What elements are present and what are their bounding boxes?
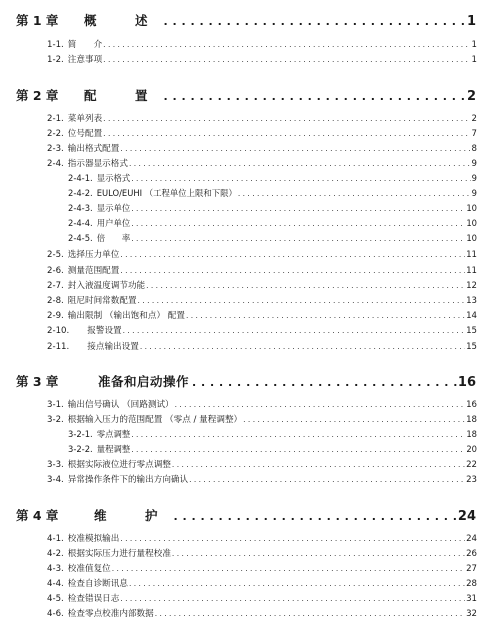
section-number: 2-9. bbox=[47, 311, 64, 321]
toc-chapter-1[interactable] bbox=[16, 11, 476, 31]
page-number: 28 bbox=[466, 579, 477, 589]
section-number: 2-10. bbox=[47, 326, 70, 336]
page-number: 18 bbox=[466, 415, 477, 425]
dot-leader bbox=[103, 55, 470, 64]
section-number: 2-2. bbox=[47, 129, 64, 139]
section-title: 检查零点校准内部数据 bbox=[67, 609, 154, 619]
chapter-title: 概 述 bbox=[84, 13, 161, 28]
chapter-number: 第 1 章 bbox=[16, 13, 59, 28]
section-number: 2-7. bbox=[47, 281, 64, 291]
section-number: 4-4. bbox=[47, 579, 64, 589]
toc-entry-2-10[interactable] bbox=[47, 324, 477, 338]
dot-leader bbox=[164, 90, 466, 103]
section-number: 2-6. bbox=[47, 266, 64, 276]
dot-leader bbox=[140, 342, 465, 351]
page-number: 11 bbox=[466, 266, 477, 276]
toc-entry-2-2[interactable] bbox=[47, 127, 477, 141]
section-number: 1-2. bbox=[47, 55, 64, 65]
dot-leader bbox=[103, 129, 470, 138]
chapter-title: 准备和启动操作 bbox=[98, 374, 190, 389]
page-number: 9 bbox=[471, 159, 477, 169]
page-number: 8 bbox=[471, 144, 477, 154]
page-number: 10 bbox=[466, 233, 477, 243]
toc-entry-2-6[interactable] bbox=[47, 264, 477, 278]
dot-leader bbox=[120, 534, 465, 543]
section-number: 2-5. bbox=[47, 250, 64, 260]
dot-leader bbox=[120, 594, 465, 603]
section-number: 1-1. bbox=[47, 40, 64, 50]
section-number: 2-11. bbox=[47, 342, 70, 352]
section-number: 2-4-5. bbox=[68, 233, 93, 243]
section-number: 3-3. bbox=[47, 460, 64, 470]
toc-entry-2-8[interactable] bbox=[47, 294, 477, 308]
section-title: 封入液温度调节功能 bbox=[67, 281, 146, 291]
section-number: 2-8. bbox=[47, 296, 64, 306]
toc-entry-1-2[interactable] bbox=[47, 53, 477, 67]
toc-entry-3-2[interactable] bbox=[47, 413, 477, 427]
page-number: 9 bbox=[471, 173, 477, 183]
section-number: 2-4. bbox=[47, 159, 64, 169]
section-title: 用户单位 bbox=[96, 218, 131, 228]
toc-entry-2-11[interactable] bbox=[47, 340, 477, 354]
page-number: 18 bbox=[466, 429, 477, 439]
chapter-number: 第 3 章 bbox=[16, 374, 59, 389]
page-number: 22 bbox=[466, 460, 477, 470]
dot-leader bbox=[131, 234, 465, 243]
toc-entry-3-3[interactable] bbox=[47, 458, 477, 472]
page-number: 1 bbox=[466, 14, 476, 29]
section-title: 输出信号确认 （回路测试） bbox=[67, 400, 174, 410]
dot-leader bbox=[129, 579, 465, 588]
dot-leader bbox=[174, 510, 457, 523]
dot-leader bbox=[186, 311, 465, 320]
section-title: 阻尼时间常数配置 bbox=[67, 296, 137, 306]
dot-leader bbox=[189, 475, 465, 484]
section-title: 菜单列表 bbox=[67, 114, 103, 124]
toc-entry-3-4[interactable] bbox=[47, 473, 477, 487]
section-title: 零点调整 bbox=[96, 429, 131, 439]
section-number: 4-3. bbox=[47, 564, 64, 574]
dot-leader bbox=[164, 15, 466, 28]
section-number: 2-4-2. bbox=[68, 188, 93, 198]
section-number: 2-4-4. bbox=[68, 218, 93, 228]
page-number: 9 bbox=[471, 188, 477, 198]
chapter-title: 维 护 bbox=[94, 508, 171, 523]
section-number: 2-4-3. bbox=[68, 203, 93, 213]
dot-leader bbox=[172, 460, 465, 469]
page-number: 10 bbox=[466, 203, 477, 213]
section-title: 输出限制 （输出饱和点） 配置 bbox=[67, 311, 185, 321]
page-number: 13 bbox=[466, 296, 477, 306]
page-number: 31 bbox=[466, 594, 477, 604]
toc-entry-1-1[interactable] bbox=[47, 38, 477, 52]
toc-entry-4-6[interactable] bbox=[47, 607, 477, 621]
section-title: 校准模拟输出 bbox=[67, 534, 120, 544]
dot-leader bbox=[103, 40, 470, 49]
section-number: 3-4. bbox=[47, 475, 64, 485]
toc-entry-4-3[interactable] bbox=[47, 562, 477, 576]
section-title: 根据实际压力进行量程校准 bbox=[67, 549, 171, 559]
section-number: 2-4-1. bbox=[68, 173, 93, 183]
toc-entry-4-4[interactable] bbox=[47, 577, 477, 591]
page-number: 24 bbox=[457, 509, 476, 524]
toc-entry-3-1[interactable] bbox=[47, 398, 477, 412]
section-title: 检查自诊断讯息 bbox=[67, 579, 128, 589]
toc-chapter-3[interactable] bbox=[16, 372, 476, 392]
toc-entry-2-4-3[interactable] bbox=[68, 202, 477, 216]
dot-leader bbox=[131, 445, 465, 454]
section-title: 指示器显示格式 bbox=[67, 159, 128, 169]
dot-leader bbox=[103, 114, 470, 123]
dot-leader bbox=[146, 281, 465, 290]
page-number: 2 bbox=[471, 114, 477, 124]
page-number: 20 bbox=[466, 444, 477, 454]
dot-leader bbox=[243, 415, 465, 424]
toc-entry-2-4-2[interactable] bbox=[68, 187, 477, 201]
dot-leader bbox=[131, 204, 465, 213]
section-number: 4-1. bbox=[47, 534, 64, 544]
toc-entry-2-4[interactable] bbox=[47, 157, 477, 171]
section-number: 3-2-2. bbox=[68, 444, 93, 454]
page-number: 10 bbox=[466, 218, 477, 228]
section-title: 测量范围配置 bbox=[67, 266, 120, 276]
page-number: 1 bbox=[471, 55, 477, 65]
section-number: 2-1. bbox=[47, 114, 64, 124]
section-number: 4-6. bbox=[47, 609, 64, 619]
page-number: 1 bbox=[471, 40, 477, 50]
dot-leader bbox=[120, 266, 465, 275]
dot-leader bbox=[175, 400, 465, 409]
page-number: 24 bbox=[466, 534, 477, 544]
section-title: 检查错误日志 bbox=[67, 594, 120, 604]
section-title: 注意事项 bbox=[67, 55, 103, 65]
toc-chapter-2[interactable] bbox=[16, 86, 476, 106]
dot-leader bbox=[238, 189, 471, 198]
section-title: 报警设置 bbox=[87, 326, 122, 336]
page-number: 7 bbox=[471, 129, 477, 139]
section-title: 显示单位 bbox=[96, 203, 131, 213]
page-number: 32 bbox=[466, 609, 477, 619]
section-title: EULO/EUHI （工程单位上限和下限） bbox=[96, 188, 237, 198]
section-title: 异常操作条件下的输出方向确认 bbox=[67, 475, 189, 485]
section-number: 4-5. bbox=[47, 594, 64, 604]
dot-leader bbox=[155, 609, 465, 618]
section-title: 位号配置 bbox=[67, 129, 103, 139]
page-number: 23 bbox=[466, 475, 477, 485]
page-number: 27 bbox=[466, 564, 477, 574]
dot-leader bbox=[172, 549, 465, 558]
section-number: 4-2. bbox=[47, 549, 64, 559]
dot-leader bbox=[120, 250, 465, 259]
section-number: 2-3. bbox=[47, 144, 64, 154]
section-number: 3-1. bbox=[47, 400, 64, 410]
page-number: 16 bbox=[466, 400, 477, 410]
page-number: 2 bbox=[466, 89, 476, 104]
dot-leader bbox=[112, 564, 465, 573]
page-number: 15 bbox=[466, 342, 477, 352]
section-number: 3-2-1. bbox=[68, 429, 93, 439]
toc-entry-2-7[interactable] bbox=[47, 279, 477, 293]
page-number: 14 bbox=[466, 311, 477, 321]
chapter-number: 第 4 章 bbox=[16, 508, 59, 523]
toc-entry-4-2[interactable] bbox=[47, 547, 477, 561]
section-title: 简 介 bbox=[67, 40, 103, 50]
toc-entry-2-4-1[interactable] bbox=[68, 172, 477, 186]
toc-entry-4-5[interactable] bbox=[47, 592, 477, 606]
toc-chapter-4[interactable] bbox=[16, 506, 476, 526]
dot-leader bbox=[129, 159, 471, 168]
page-number: 15 bbox=[466, 326, 477, 336]
toc-entry-4-1[interactable] bbox=[47, 532, 477, 546]
section-title: 接点输出设置 bbox=[87, 342, 139, 352]
toc-entry-2-5[interactable] bbox=[47, 248, 477, 262]
dot-leader bbox=[131, 219, 465, 228]
page-number: 26 bbox=[466, 549, 477, 559]
chapter-title: 配 置 bbox=[84, 88, 161, 103]
section-title: 选择压力单位 bbox=[67, 250, 120, 260]
chapter-number: 第 2 章 bbox=[16, 88, 59, 103]
dot-leader bbox=[131, 174, 470, 183]
toc-entry-2-4-5[interactable] bbox=[68, 232, 477, 246]
section-title: 根据输入压力的范围配置 （零点 / 量程调整） bbox=[67, 415, 243, 425]
section-title: 量程调整 bbox=[96, 444, 131, 454]
dot-leader bbox=[192, 376, 457, 389]
section-title: 根据实际液位进行零点调整 bbox=[67, 460, 171, 470]
page-number: 12 bbox=[466, 281, 477, 291]
section-title: 输出格式配置 bbox=[67, 144, 120, 154]
toc-entry-2-9[interactable] bbox=[47, 309, 477, 323]
page-number: 16 bbox=[457, 375, 476, 390]
toc-entry-2-4-4[interactable] bbox=[68, 217, 477, 231]
dot-leader bbox=[123, 326, 465, 335]
toc-entry-2-3[interactable] bbox=[47, 142, 477, 156]
dot-leader bbox=[120, 144, 470, 153]
toc-entry-2-1[interactable] bbox=[47, 112, 477, 126]
toc-entry-3-2-1[interactable] bbox=[68, 428, 477, 442]
section-title: 倍 率 bbox=[96, 233, 131, 243]
page-number: 11 bbox=[466, 250, 477, 260]
section-number: 3-2. bbox=[47, 415, 64, 425]
dot-leader bbox=[138, 296, 466, 305]
section-title: 校准值复位 bbox=[67, 564, 111, 574]
dot-leader bbox=[131, 430, 465, 439]
section-title: 显示格式 bbox=[96, 173, 131, 183]
toc-entry-3-2-2[interactable] bbox=[68, 443, 477, 457]
